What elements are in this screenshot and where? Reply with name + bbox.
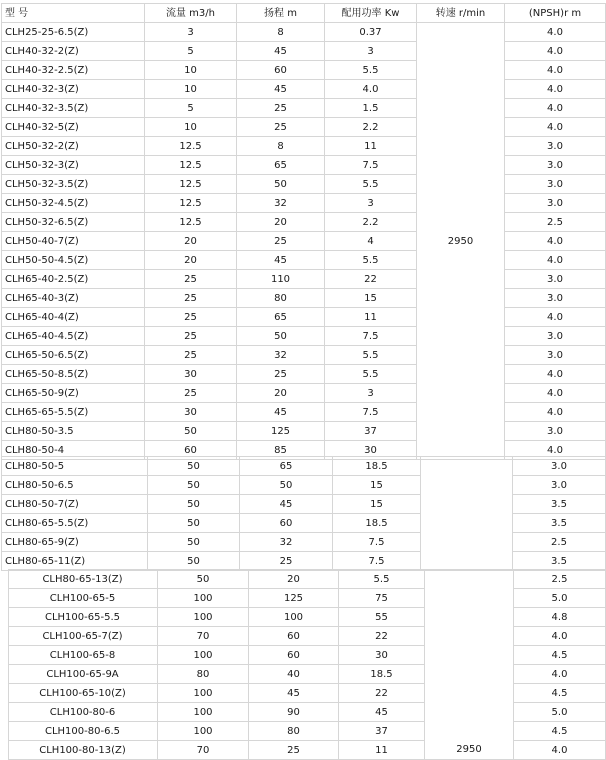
cell-head: 65 (237, 156, 325, 175)
cell-flow: 25 (145, 270, 237, 289)
cell-model: CLH100-80-13(Z) (9, 741, 158, 760)
cell-npsh: 4.0 (505, 118, 606, 137)
cell-model: CLH40-32-3.5(Z) (2, 99, 145, 118)
cell-npsh: 3.0 (505, 194, 606, 213)
cell-npsh: 2.5 (513, 533, 606, 552)
cell-head: 32 (237, 346, 325, 365)
cell-npsh: 3.0 (505, 289, 606, 308)
cell-power: 11 (325, 137, 417, 156)
cell-model: CLH100-80-6.5 (9, 722, 158, 741)
cell-flow: 10 (145, 80, 237, 99)
table-row (2, 156, 606, 175)
cell-power: 5.5 (325, 175, 417, 194)
cell-model: CLH80-50-5 (2, 457, 148, 476)
cell-flow: 20 (145, 232, 237, 251)
cell-flow: 70 (158, 627, 249, 646)
cell-flow: 12.5 (145, 194, 237, 213)
cell-flow: 100 (158, 589, 249, 608)
table-row (2, 118, 606, 137)
pump-spec-table-3 (8, 569, 606, 760)
header-power: 配用功率 Kw (325, 4, 417, 23)
cell-power: 22 (339, 627, 425, 646)
cell-flow: 12.5 (145, 175, 237, 194)
cell-flow: 100 (158, 646, 249, 665)
table-row (2, 552, 606, 571)
cell-model: CLH100-65-5 (9, 589, 158, 608)
cell-head: 20 (237, 213, 325, 232)
cell-model: CLH80-50-6.5 (2, 476, 148, 495)
cell-power: 7.5 (325, 403, 417, 422)
pump-spec-table-2 (1, 456, 606, 571)
cell-npsh: 4.0 (505, 99, 606, 118)
table-row (2, 514, 606, 533)
cell-flow: 25 (145, 346, 237, 365)
cell-power: 30 (325, 441, 417, 460)
cell-head: 65 (240, 457, 333, 476)
cell-model: CLH65-40-2.5(Z) (2, 270, 145, 289)
table-row (2, 137, 606, 156)
cell-head: 25 (240, 552, 333, 571)
cell-model: CLH40-32-3(Z) (2, 80, 145, 99)
table-row (2, 23, 606, 42)
cell-power: 7.5 (325, 327, 417, 346)
cell-head: 85 (237, 441, 325, 460)
cell-npsh: 3.0 (505, 346, 606, 365)
cell-head: 50 (237, 327, 325, 346)
table-row (9, 589, 606, 608)
cell-head: 45 (237, 42, 325, 61)
table-row (2, 327, 606, 346)
cell-power: 5.5 (325, 346, 417, 365)
cell-head: 60 (249, 627, 339, 646)
cell-power: 18.5 (333, 514, 421, 533)
cell-power: 7.5 (333, 533, 421, 552)
cell-model: CLH65-40-3(Z) (2, 289, 145, 308)
cell-flow: 25 (145, 308, 237, 327)
cell-power: 2.2 (325, 213, 417, 232)
table-row (2, 346, 606, 365)
cell-head: 125 (237, 422, 325, 441)
cell-head: 100 (249, 608, 339, 627)
cell-flow: 80 (158, 665, 249, 684)
pump-spec-table-1 (1, 3, 606, 460)
cell-power: 7.5 (333, 552, 421, 571)
table-row (9, 741, 606, 760)
cell-npsh: 4.0 (505, 308, 606, 327)
cell-flow: 50 (148, 476, 240, 495)
table-row (2, 403, 606, 422)
cell-model: CLH40-32-2(Z) (2, 42, 145, 61)
cell-model: CLH100-65-8 (9, 646, 158, 665)
cell-npsh: 3.0 (505, 422, 606, 441)
cell-head: 45 (240, 495, 333, 514)
cell-npsh: 2.5 (514, 570, 606, 589)
cell-flow: 50 (158, 570, 249, 589)
cell-power: 37 (339, 722, 425, 741)
cell-npsh: 4.0 (514, 741, 606, 760)
cell-npsh: 4.0 (505, 23, 606, 42)
cell-model: CLH65-40-4.5(Z) (2, 327, 145, 346)
cell-npsh: 3.0 (505, 327, 606, 346)
cell-head: 65 (237, 308, 325, 327)
cell-model: CLH50-32-3.5(Z) (2, 175, 145, 194)
cell-flow: 25 (145, 327, 237, 346)
cell-model: CLH80-65-9(Z) (2, 533, 148, 552)
cell-flow: 10 (145, 118, 237, 137)
table-row (2, 80, 606, 99)
table-row (2, 99, 606, 118)
cell-head: 110 (237, 270, 325, 289)
cell-head: 20 (249, 570, 339, 589)
cell-flow: 30 (145, 365, 237, 384)
cell-model: CLH65-50-8.5(Z) (2, 365, 145, 384)
cell-power: 18.5 (339, 665, 425, 684)
cell-npsh: 4.0 (505, 42, 606, 61)
cell-npsh: 4.0 (505, 441, 606, 460)
header-speed: 转速 r/min (417, 4, 505, 23)
cell-head: 32 (240, 533, 333, 552)
cell-flow: 100 (158, 684, 249, 703)
cell-flow: 50 (148, 457, 240, 476)
cell-head: 45 (237, 251, 325, 270)
cell-model: CLH65-50-6.5(Z) (2, 346, 145, 365)
table-row (9, 646, 606, 665)
cell-head: 45 (237, 80, 325, 99)
table-row (2, 422, 606, 441)
cell-npsh: 3.5 (513, 514, 606, 533)
cell-power: 5.5 (325, 251, 417, 270)
cell-model: CLH25-25-6.5(Z) (2, 23, 145, 42)
cell-power: 4 (325, 232, 417, 251)
table-row (2, 308, 606, 327)
cell-head: 50 (240, 476, 333, 495)
cell-power: 5.5 (325, 61, 417, 80)
cell-model: CLH80-50-3.5 (2, 422, 145, 441)
cell-power: 37 (325, 422, 417, 441)
cell-power: 75 (339, 589, 425, 608)
table-row (2, 251, 606, 270)
table-row (2, 289, 606, 308)
cell-power: 5.5 (339, 570, 425, 589)
header-flow: 流量 m3/h (145, 4, 237, 23)
cell-model: CLH50-50-4.5(Z) (2, 251, 145, 270)
cell-flow: 3 (145, 23, 237, 42)
cell-head: 32 (237, 194, 325, 213)
table-row (9, 684, 606, 703)
cell-flow: 100 (158, 703, 249, 722)
cell-model: CLH65-40-4(Z) (2, 308, 145, 327)
table-row (9, 570, 606, 589)
header-npsh: (NPSH)r m (505, 4, 606, 23)
cell-power: 7.5 (325, 156, 417, 175)
cell-npsh: 4.0 (505, 365, 606, 384)
cell-npsh: 4.0 (505, 61, 606, 80)
cell-head: 20 (237, 384, 325, 403)
cell-model: CLH40-32-2.5(Z) (2, 61, 145, 80)
cell-head: 25 (237, 365, 325, 384)
cell-npsh: 3.5 (513, 552, 606, 571)
cell-head: 45 (249, 684, 339, 703)
cell-model: CLH100-65-5.5 (9, 608, 158, 627)
cell-npsh: 3.0 (505, 137, 606, 156)
cell-model: CLH100-65-10(Z) (9, 684, 158, 703)
cell-head: 80 (237, 289, 325, 308)
table-row (2, 194, 606, 213)
cell-power: 2.2 (325, 118, 417, 137)
cell-flow: 50 (148, 533, 240, 552)
cell-model: CLH80-65-11(Z) (2, 552, 148, 571)
cell-flow: 60 (145, 441, 237, 460)
table-row (2, 175, 606, 194)
cell-flow: 12.5 (145, 156, 237, 175)
cell-model: CLH40-32-5(Z) (2, 118, 145, 137)
cell-model: CLH100-65-7(Z) (9, 627, 158, 646)
cell-power: 11 (325, 308, 417, 327)
cell-model: CLH50-32-2(Z) (2, 137, 145, 156)
cell-model: CLH80-50-7(Z) (2, 495, 148, 514)
cell-model: CLH65-65-5.5(Z) (2, 403, 145, 422)
cell-head: 60 (249, 646, 339, 665)
header-head: 扬程 m (237, 4, 325, 23)
cell-flow: 50 (145, 422, 237, 441)
cell-npsh: 4.0 (514, 627, 606, 646)
table-row (9, 665, 606, 684)
cell-head: 80 (249, 722, 339, 741)
cell-flow: 50 (148, 552, 240, 571)
cell-head: 25 (249, 741, 339, 760)
cell-npsh: 3.0 (513, 476, 606, 495)
cell-power: 30 (339, 646, 425, 665)
cell-speed: 2950 (425, 570, 514, 760)
cell-power: 15 (333, 476, 421, 495)
cell-head: 125 (249, 589, 339, 608)
cell-npsh: 5.0 (514, 589, 606, 608)
cell-npsh: 3.0 (513, 457, 606, 476)
header-model: 型 号 (2, 4, 145, 23)
cell-flow: 30 (145, 403, 237, 422)
cell-npsh: 3.5 (513, 495, 606, 514)
cell-npsh: 4.0 (505, 232, 606, 251)
cell-npsh: 3.0 (505, 175, 606, 194)
cell-power: 45 (339, 703, 425, 722)
table-row (2, 270, 606, 289)
cell-npsh: 3.0 (505, 270, 606, 289)
cell-npsh: 4.0 (505, 80, 606, 99)
table-row (2, 42, 606, 61)
cell-head: 25 (237, 118, 325, 137)
cell-npsh: 4.0 (514, 665, 606, 684)
cell-head: 50 (237, 175, 325, 194)
cell-head: 60 (237, 61, 325, 80)
cell-power: 18.5 (333, 457, 421, 476)
cell-power: 3 (325, 194, 417, 213)
table-row (2, 495, 606, 514)
cell-model: CLH80-65-5.5(Z) (2, 514, 148, 533)
cell-npsh: 4.5 (514, 684, 606, 703)
cell-npsh: 4.0 (505, 403, 606, 422)
table-row (2, 384, 606, 403)
cell-head: 8 (237, 23, 325, 42)
cell-head: 40 (249, 665, 339, 684)
cell-power: 15 (325, 289, 417, 308)
cell-flow: 12.5 (145, 137, 237, 156)
cell-model: CLH65-50-9(Z) (2, 384, 145, 403)
cell-flow: 100 (158, 608, 249, 627)
cell-speed (421, 457, 513, 571)
cell-npsh: 4.8 (514, 608, 606, 627)
cell-npsh: 5.0 (514, 703, 606, 722)
cell-power: 22 (339, 684, 425, 703)
table-row (2, 476, 606, 495)
cell-npsh: 2.5 (505, 213, 606, 232)
cell-model: CLH50-40-7(Z) (2, 232, 145, 251)
cell-head: 90 (249, 703, 339, 722)
table-row (2, 365, 606, 384)
cell-flow: 12.5 (145, 213, 237, 232)
cell-head: 25 (237, 232, 325, 251)
table-row (9, 627, 606, 646)
table-row (2, 232, 606, 251)
cell-model: CLH80-65-13(Z) (9, 570, 158, 589)
cell-speed: 2950 (417, 23, 505, 460)
cell-model: CLH50-32-6.5(Z) (2, 213, 145, 232)
cell-flow: 5 (145, 99, 237, 118)
cell-flow: 5 (145, 42, 237, 61)
cell-power: 3 (325, 42, 417, 61)
cell-power: 4.0 (325, 80, 417, 99)
cell-model: CLH100-80-6 (9, 703, 158, 722)
cell-power: 22 (325, 270, 417, 289)
cell-head: 45 (237, 403, 325, 422)
cell-flow: 20 (145, 251, 237, 270)
cell-flow: 100 (158, 722, 249, 741)
table-row (2, 533, 606, 552)
cell-head: 25 (237, 99, 325, 118)
cell-flow: 10 (145, 61, 237, 80)
cell-power: 15 (333, 495, 421, 514)
table-row (9, 703, 606, 722)
cell-power: 0.37 (325, 23, 417, 42)
cell-npsh: 4.5 (514, 722, 606, 741)
cell-power: 3 (325, 384, 417, 403)
table-row (2, 61, 606, 80)
cell-flow: 50 (148, 495, 240, 514)
table-row (9, 608, 606, 627)
cell-power: 55 (339, 608, 425, 627)
cell-npsh: 3.0 (505, 156, 606, 175)
cell-flow: 25 (145, 384, 237, 403)
table-header-row (2, 4, 606, 23)
cell-model: CLH50-32-3(Z) (2, 156, 145, 175)
cell-head: 60 (240, 514, 333, 533)
cell-npsh: 4.0 (505, 384, 606, 403)
cell-power: 11 (339, 741, 425, 760)
cell-power: 1.5 (325, 99, 417, 118)
cell-model: CLH50-32-4.5(Z) (2, 194, 145, 213)
table-row (9, 722, 606, 741)
cell-npsh: 4.5 (514, 646, 606, 665)
cell-power: 5.5 (325, 365, 417, 384)
cell-head: 8 (237, 137, 325, 156)
cell-npsh: 4.0 (505, 251, 606, 270)
cell-flow: 70 (158, 741, 249, 760)
cell-flow: 50 (148, 514, 240, 533)
cell-flow: 25 (145, 289, 237, 308)
table-row (2, 213, 606, 232)
cell-model: CLH100-65-9A (9, 665, 158, 684)
table-row (2, 457, 606, 476)
cell-model: CLH80-50-4 (2, 441, 145, 460)
